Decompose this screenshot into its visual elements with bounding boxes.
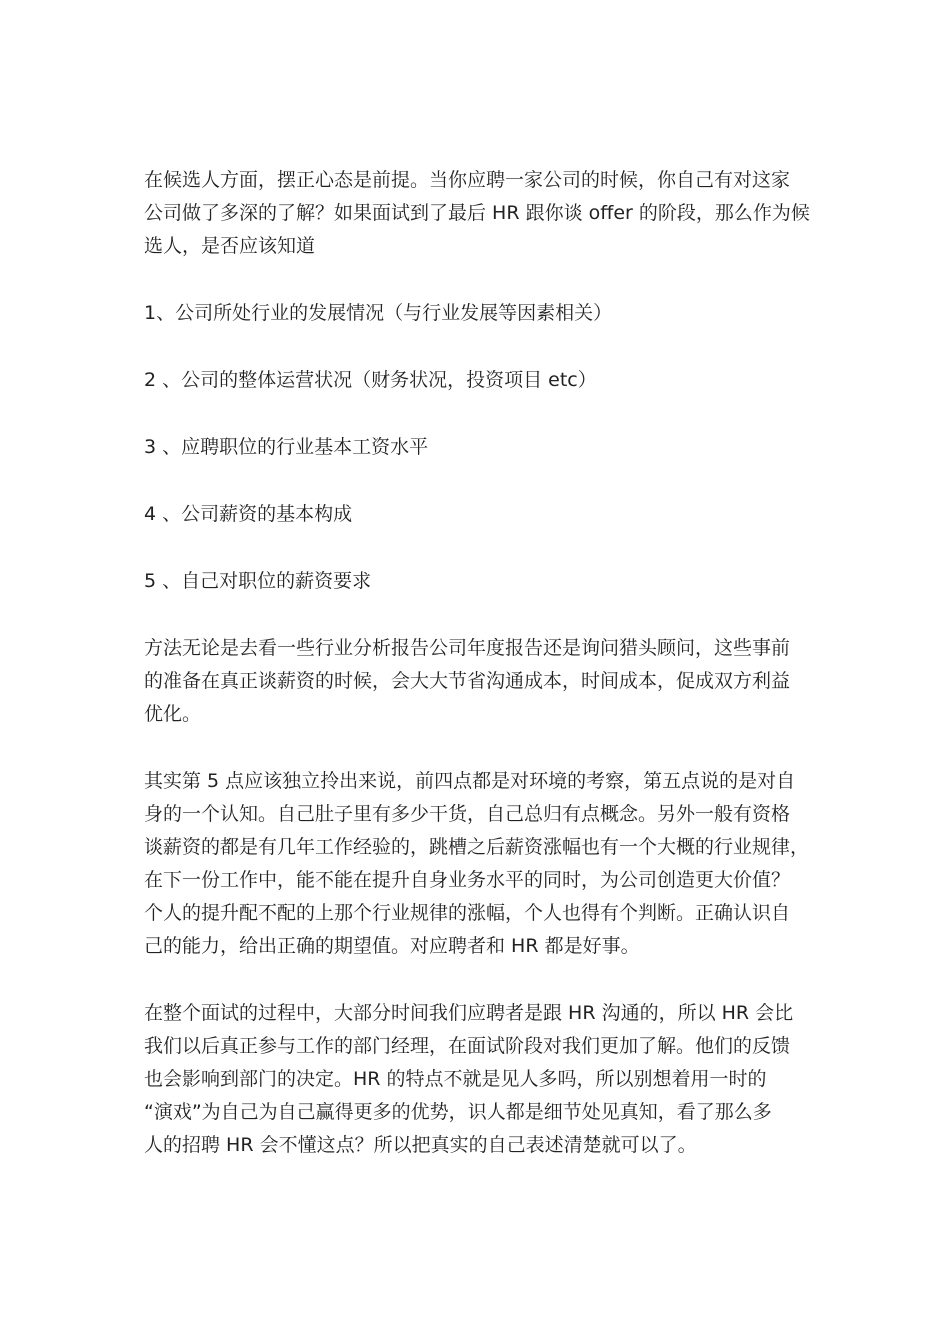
text-line: 在候选人方面，摆正心态是前提。当你应聘一家公司的时候，你自己有对这家 (144, 169, 791, 191)
text-line: 也会影响到部门的决定。HR 的特点不就是见人多吗，所以别想着用一时的 (144, 1068, 767, 1090)
text-line: 优化。 (144, 703, 202, 725)
text-line: “演戏”为自己为自己赢得更多的优势，识人都是细节处见真知，看了那么多 (144, 1101, 772, 1123)
list-item-4 (144, 498, 806, 531)
article-body (144, 164, 810, 1162)
text-line: 人的招聘 HR 会不懂这点？所以把真实的自己表述清楚就可以了。 (144, 1134, 697, 1156)
text-line: 1、公司所处行业的发展情况（与行业发展等因素相关） (144, 302, 613, 324)
text-line: 在下一份工作中，能不能在提升自身业务水平的同时，为公司创造更大价值？ (144, 869, 791, 891)
method-paragraph (144, 632, 806, 731)
text-line: 我们以后真正参与工作的部门经理，在面试阶段对我们更加了解。他们的反馈 (144, 1035, 791, 1057)
text-line: 己的能力，给出正确的期望值。对应聘者和 HR 都是好事。 (144, 935, 640, 957)
text-line: 的准备在真正谈薪资的时候，会大大节省沟通成本，时间成本，促成双方利益 (144, 670, 791, 692)
point-five-paragraph (144, 765, 810, 963)
interview-process-paragraph (144, 997, 806, 1162)
list-item-5 (144, 565, 806, 598)
text-line: 其实第 5 点应该独立拎出来说，前四点都是对环境的考察，第五点说的是对自 (144, 770, 796, 792)
text-line: 谈薪资的都是有几年工作经验的，跳槽之后薪资涨幅也有一个大概的行业规律， (144, 836, 810, 858)
text-line: 3 、应聘职位的行业基本工资水平 (144, 436, 429, 458)
intro-paragraph (144, 164, 810, 263)
text-line: 身的一个认知。自己肚子里有多少干货，自己总归有点概念。另外一般有资格 (144, 803, 791, 825)
text-line: 方法无论是去看一些行业分析报告公司年度报告还是询问猎头顾问，这些事前 (144, 637, 791, 659)
text-line: 个人的提升配不配的上那个行业规律的涨幅，个人也得有个判断。正确认识自 (144, 902, 791, 924)
list-item-2 (144, 364, 806, 397)
text-line: 在整个面试的过程中，大部分时间我们应聘者是跟 HR 沟通的，所以 HR 会比 (144, 1002, 794, 1024)
text-line: 选人，是否应该知道 (144, 235, 316, 257)
text-line: 2 、公司的整体运营状况（财务状况，投资项目 etc） (144, 369, 597, 391)
list-item-3 (144, 431, 806, 464)
list-item-1 (144, 297, 806, 330)
text-line: 5 、自己对职位的薪资要求 (144, 570, 372, 592)
text-line: 公司做了多深的了解？如果面试到了最后 HR 跟你谈 offer 的阶段，那么作为候 (144, 202, 810, 224)
text-line: 4 、公司薪资的基本构成 (144, 503, 353, 525)
